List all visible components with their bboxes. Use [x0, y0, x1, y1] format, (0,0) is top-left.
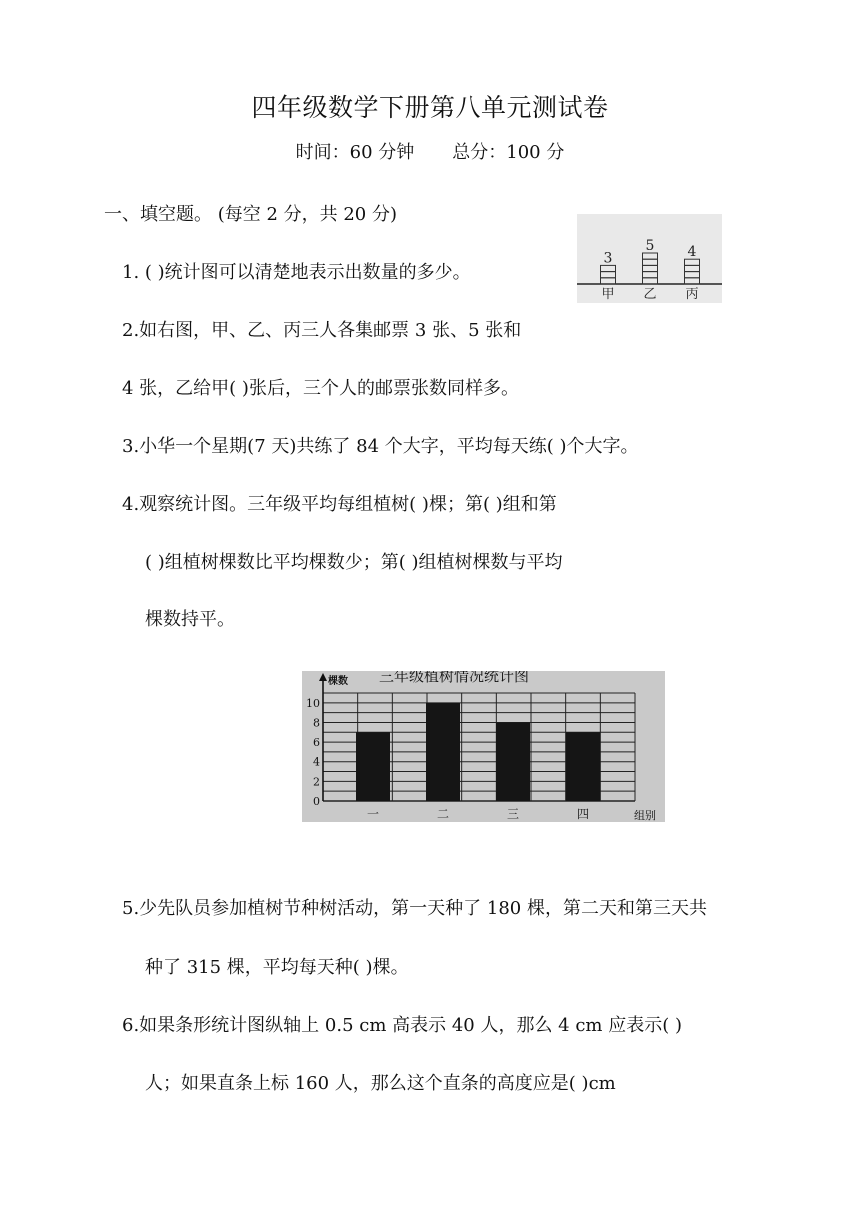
- exam-time: 时间：60 分钟: [295, 142, 415, 163]
- question-4-line-2: ( )组植树棵数比平均棵数少；第( )组植树棵数与平均: [145, 552, 563, 573]
- question-4-line-3: 棵数持平。: [145, 609, 235, 630]
- question-6-line-2: 人；如果直条上标 160 人，那么这个直条的高度应是( )cm: [145, 1073, 616, 1094]
- page-title: 四年级数学下册第八单元测试卷: [251, 93, 609, 122]
- y-tick-label-0: 0: [313, 795, 320, 808]
- stamp-value-label-3: 4: [687, 244, 697, 261]
- tree-bar-2: [426, 703, 460, 801]
- y-tick-label-2: 2: [313, 775, 320, 789]
- question-1: 1. ( )统计图可以清楚地表示出数量的多少。: [122, 262, 471, 283]
- y-tick-label-4: 4: [313, 755, 320, 769]
- x-tick-label-2: 二: [436, 807, 450, 821]
- exam-score: 总分：100 分: [452, 142, 565, 163]
- tree-bar-3: [496, 722, 530, 801]
- y-tick-label-8: 8: [313, 716, 320, 730]
- stamp-chart-image: [577, 214, 722, 303]
- question-6-line-1: 6.如果条形统计图纵轴上 0.5 cm 高表示 40 人，那么 4 cm 应表示( ): [122, 1015, 682, 1036]
- stamp-value-label-1: 3: [603, 250, 613, 267]
- tree-chart-image: [302, 671, 665, 822]
- stamp-chart: [577, 214, 722, 303]
- x-axis-label: 组别: [634, 809, 656, 822]
- y-tick-label-10: 10: [306, 696, 320, 710]
- stamp-value-label-2: 5: [645, 238, 655, 254]
- exam-info: [0, 138, 860, 164]
- x-tick-label-3: 三: [506, 807, 520, 821]
- y-tick-label-6: 6: [313, 736, 320, 750]
- stamp-bar-2: [643, 253, 658, 284]
- y-axis-label: 棵数: [328, 676, 348, 687]
- stamp-bar-3: [685, 259, 700, 284]
- question-5-line-1: 5.少先队员参加植树节种树活动，第一天种了 180 棵，第二天和第三天共: [122, 898, 707, 919]
- question-4-line-1: 4.观察统计图。三年级平均每组植树( )棵；第( )组和第: [122, 494, 557, 515]
- stamp-category-label-3: 丙: [685, 287, 699, 302]
- chart-title: 三年级植树情况统计图: [378, 671, 530, 685]
- question-5-line-2: 种了 315 棵，平均每天种( )棵。: [145, 957, 409, 978]
- question-2-line-1: 2.如右图，甲、乙、丙三人各集邮票 3 张、5 张和: [122, 320, 522, 341]
- stamp-category-label-2: 乙: [643, 287, 657, 302]
- section-heading: 一、填空题。 (每空 2 分，共 20 分): [104, 204, 398, 225]
- y-axis-arrow: [319, 673, 327, 681]
- question-3: 3.小华一个星期(7 天)共练了 84 个大字，平均每天练( )个大字。: [122, 436, 639, 457]
- x-tick-label-1: 一: [366, 807, 380, 821]
- stamp-category-label-1: 甲: [601, 287, 615, 302]
- question-2-line-2: 4 张，乙给甲( )张后，三个人的邮票张数同样多。: [122, 378, 519, 399]
- x-tick-label-4: 四: [576, 807, 590, 821]
- tree-bar-4: [566, 732, 600, 801]
- tree-chart: [302, 671, 665, 822]
- tree-bar-1: [356, 732, 390, 801]
- stamp-bar-1: [601, 265, 616, 284]
